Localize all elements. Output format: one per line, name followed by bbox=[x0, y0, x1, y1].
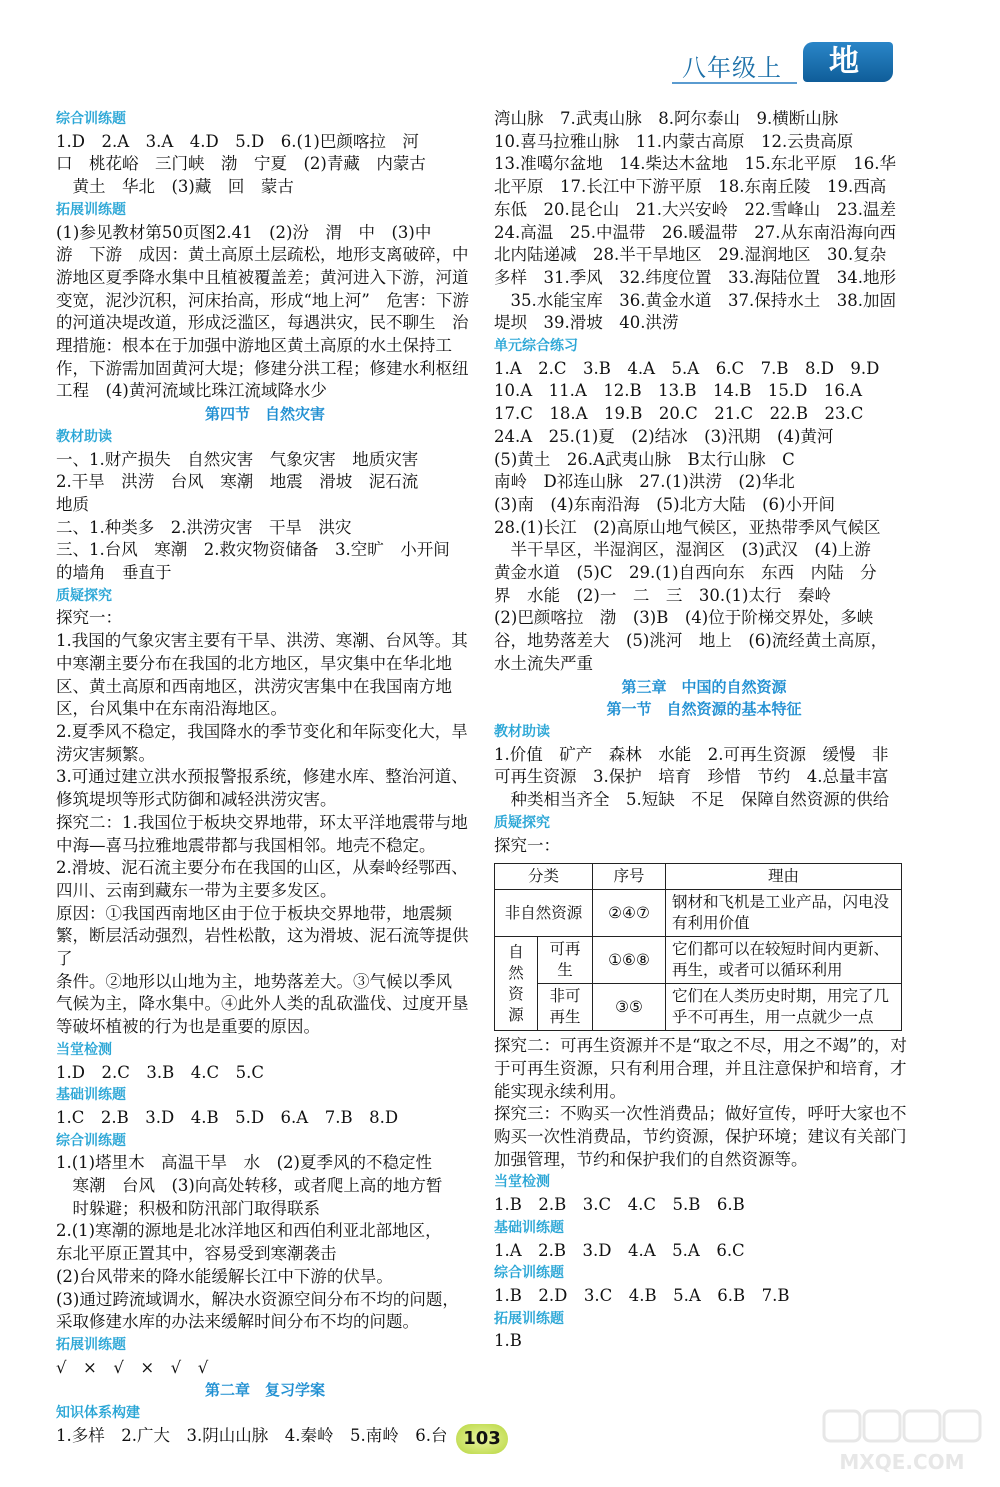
table-cell: ③⑤ bbox=[593, 984, 666, 1031]
answer-line: 界 水能 (2)一 二 三 30.(1)太行 秦岭 bbox=[494, 585, 831, 605]
answer-line: 多样 31.季风 32.纬度位置 33.海陆位置 34.地形 bbox=[494, 267, 896, 287]
answer-line: 修筑堤坝等形式防御和减轻洪涝灾害。 bbox=[56, 790, 337, 810]
answer-line: 游 下游 成因：黄土高原土层疏松，地形支离破碎，中 bbox=[56, 245, 469, 265]
section-title: 第二章 复习学案 bbox=[204, 1381, 325, 1400]
section-label: 质疑探究 bbox=[494, 814, 550, 831]
section-label: 知识体系构建 bbox=[56, 1405, 140, 1422]
section-label: 拓展训练题 bbox=[494, 1310, 564, 1327]
left-column bbox=[56, 108, 474, 1447]
answer-line: 黄金水道 (5)C 29.(1)自西向东 东西 内陆 分 bbox=[494, 563, 877, 583]
answer-line: 繁，断层活动强烈，岩性松散，这为滑坡、泥石流等提供了 bbox=[56, 926, 469, 969]
answer-line: 能实现永续利用。 bbox=[494, 1081, 626, 1101]
answer-line: 种类相当齐全 5.短缺 不足 保障自然资源的供给 bbox=[494, 790, 890, 810]
answer-line: 2.(1)寒潮的源地是北冰洋地区和西伯利亚北部地区， bbox=[56, 1221, 442, 1241]
answer-line: 2.滑坡、泥石流主要分布在我国的山区，从秦岭经鄂西、 bbox=[56, 858, 468, 878]
section-label: 教材助读 bbox=[494, 723, 550, 740]
section-title: 第四节 自然灾害 bbox=[204, 405, 325, 424]
table-row bbox=[495, 937, 902, 984]
answer-line: 2.夏季风不稳定，我国降水的季节变化和年际变化大，旱 bbox=[56, 721, 468, 741]
answer-line: 气候为主，降水集中。④此外人类的乱砍滥伐、过度开垦 bbox=[56, 994, 469, 1014]
answer-line: 采取修建水库的办法来缓解时间分布不均的问题。 bbox=[56, 1312, 419, 1332]
answer-line: 口 桃花峪 三门峡 渤 宁夏 (2)青藏 内蒙古 bbox=[56, 154, 426, 174]
answer-line: 条件。②地形以山地为主，地势落差大。③气候以季风 bbox=[56, 971, 452, 991]
right-column bbox=[494, 108, 914, 1353]
answer-line: 于可再生资源，只有利用合理，并且注意保护和培育，才 bbox=[494, 1058, 907, 1078]
answer-line: 1.B 2.D 3.C 4.B 5.A 6.B 7.B bbox=[494, 1285, 790, 1305]
answer-line: 1.B bbox=[494, 1331, 522, 1351]
answer-line: 探究一： bbox=[494, 835, 560, 855]
answer-line: 1.A 2.B 3.D 4.A 5.A 6.C bbox=[494, 1240, 745, 1260]
right-column-bottom bbox=[494, 1035, 914, 1353]
answer-line: 游地区夏季降水集中且植被覆盖差；黄河进入下游，河道 bbox=[56, 267, 469, 287]
table-row bbox=[495, 984, 902, 1031]
answer-line: 28.(1)长江 (2)高原山地气候区，亚热带季风气候区 bbox=[494, 517, 881, 537]
answer-line: 的河道决堤改道，形成泛滥区，每遇洪灾，民不聊生 治 bbox=[56, 313, 469, 333]
table-header-cell: 分类 bbox=[495, 864, 593, 890]
answer-line: (2)巴颜喀拉 渤 (3)B (4)位于阶梯交界处，多峡 bbox=[494, 608, 874, 628]
answer-line: 1.价值 矿产 森林 水能 2.可再生资源 缓慢 非 bbox=[494, 744, 889, 764]
answer-line: 时躲避；积极和防汛部门取得联系 bbox=[56, 1198, 320, 1218]
table-cell: 可再生 bbox=[538, 937, 593, 984]
answer-line: 的墙角 垂直于 bbox=[56, 563, 172, 583]
section-label: 基础训练题 bbox=[494, 1219, 564, 1236]
table-cell: 自然资源 bbox=[495, 937, 538, 1031]
section-label: 基础训练题 bbox=[56, 1087, 126, 1104]
section-label: 拓展训练题 bbox=[56, 1336, 126, 1353]
answer-line: 三、1.台风 寒潮 2.救灾物资储备 3.空旷 小开间 bbox=[56, 540, 450, 560]
table-cell: 它们在人类历史时期，用完了几乎不可再生，用一点就少一点 bbox=[666, 984, 902, 1031]
answer-line: (1)参见教材第50页图2.41 (2)汾 渭 中 (3)中 bbox=[56, 222, 432, 242]
answer-line: 东北平原正置其中，容易受到寒潮袭击 bbox=[56, 1244, 337, 1264]
answer-line: 南岭 D祁连山脉 27.(1)洪涝 (2)华北 bbox=[494, 472, 795, 492]
answer-line: √ × √ × √ √ bbox=[56, 1357, 209, 1377]
answer-line: 中海—喜马拉雅地震带都与我国相邻。地壳不稳定。 bbox=[56, 835, 436, 855]
answer-line: 区、黄土高原和西南地区，洪涝灾害集中在我国南方地 bbox=[56, 676, 452, 696]
section-label: 综合训练题 bbox=[56, 111, 126, 127]
table-row bbox=[495, 890, 902, 937]
table-cell: ②④⑦ bbox=[593, 890, 666, 937]
answer-line: 购买一次性消费品，节约资源，保护环境；建议有关部门 bbox=[494, 1127, 907, 1147]
answer-line: 1.D 2.C 3.B 4.C 5.C bbox=[56, 1062, 264, 1082]
table-cell: 非自然资源 bbox=[495, 890, 593, 937]
answer-line: 堤坝 39.滑坡 40.洪涝 bbox=[494, 313, 679, 333]
answer-line: (2)台风带来的降水能缓解长江中下游的伏旱。 bbox=[56, 1266, 393, 1286]
answer-line: 1.多样 2.广大 3.阴山山脉 4.秦岭 5.南岭 6.台 bbox=[56, 1425, 448, 1445]
section-title: 第一节 自然资源的基本特征 bbox=[606, 700, 802, 719]
answer-line: 1.(1)塔里木 高温干旱 水 (2)夏季风的不稳定性 bbox=[56, 1153, 432, 1173]
answer-line: 工程 (4)黄河流域比珠江流域降水少 bbox=[56, 381, 327, 401]
answer-line: 35.水能宝库 36.黄金水道 37.保持水土 38.加固 bbox=[494, 290, 896, 310]
table-header-cell: 理由 bbox=[666, 864, 902, 890]
section-label: 综合训练题 bbox=[56, 1132, 126, 1149]
right-column-top bbox=[494, 108, 914, 857]
header-rule bbox=[672, 82, 797, 84]
watermark-logo bbox=[818, 1405, 986, 1477]
answer-line: 北平原 17.长江中下游平原 18.东南丘陵 19.西高 bbox=[494, 177, 887, 197]
section-label: 当堂检测 bbox=[494, 1174, 550, 1191]
answer-line: 北内陆递减 28.半干旱地区 29.湿润地区 30.复杂 bbox=[494, 245, 887, 265]
answer-line: 原因：①我国西南地区由于位于板块交界地带，地震频 bbox=[56, 903, 452, 923]
table-cell: ①⑥⑧ bbox=[593, 937, 666, 984]
answer-line: 探究一： bbox=[56, 608, 122, 628]
answer-line: 半干旱区，半湿润区，湿润区 (3)武汉 (4)上游 bbox=[494, 540, 871, 560]
answer-line: (3)通过跨流域调水，解决水资源空间分布不均的问题， bbox=[56, 1289, 459, 1309]
grade-label: 八年级上 bbox=[682, 54, 782, 82]
answer-line: 地质 bbox=[56, 494, 89, 514]
table-cell: 钢材和飞机是工业产品，闪电没有利用价值 bbox=[666, 890, 902, 937]
answer-line: 探究三：不购买一次性消费品；做好宣传，呼吁大家也不 bbox=[494, 1104, 907, 1124]
section-label: 质疑探究 bbox=[56, 587, 112, 604]
answer-line: 谷，地势落差大 (5)洮河 地上 (6)流经黄土高原， bbox=[494, 631, 888, 651]
answer-line: 24.A 25.(1)夏 (2)结冰 (3)汛期 (4)黄河 bbox=[494, 426, 834, 446]
answer-line: 24.高温 25.中温带 26.暖温带 27.从东南沿海向西 bbox=[494, 222, 896, 242]
answer-line: 水土流失严重 bbox=[494, 653, 593, 673]
table-cell: 它们都可以在较短时间内更新、再生，或者可以循环利用 bbox=[666, 937, 902, 984]
answer-line: 2.干旱 洪涝 台风 寒潮 地震 滑坡 泥石流 bbox=[56, 472, 419, 492]
answer-line: 1.我国的气象灾害主要有干旱、洪涝、寒潮、台风等。其 bbox=[56, 631, 468, 651]
answer-line: 区，台风集中在东南沿海地区。 bbox=[56, 699, 287, 719]
answer-line: 二、1.种类多 2.洪涝灾害 干旱 洪灾 bbox=[56, 517, 352, 537]
answer-line: 可再生资源 3.保护 培育 珍惜 节约 4.总量丰富 bbox=[494, 767, 889, 787]
answer-line: 1.B 2.B 3.C 4.C 5.B 6.B bbox=[494, 1195, 745, 1215]
answer-line: 一、1.财产损失 自然灾害 气象灾害 地质灾害 bbox=[56, 449, 419, 469]
answer-line: 等破坏植被的行为也是重要的原因。 bbox=[56, 1017, 320, 1037]
answer-line: 理措施：根本在于加强中游地区黄土高原的水土保持工 bbox=[56, 336, 452, 356]
answer-line: 湾山脉 7.武夷山脉 8.阿尔泰山 9.横断山脉 bbox=[494, 109, 839, 128]
section-label: 综合训练题 bbox=[494, 1265, 564, 1282]
answer-line: 10.A 11.A 12.B 13.B 14.B 15.D 16.A bbox=[494, 381, 863, 401]
table-header-cell: 序号 bbox=[593, 864, 666, 890]
table-cell: 非可再生 bbox=[538, 984, 593, 1031]
section-label: 单元综合练习 bbox=[494, 338, 578, 355]
answer-line: 寒潮 台风 (3)向高处转移，或者爬上高的地方暂 bbox=[56, 1176, 443, 1196]
svg-text:MXQE.COM: MXQE.COM bbox=[839, 1450, 965, 1474]
answer-line: 东低 20.昆仑山 21.大兴安岭 22.雪峰山 23.温差 bbox=[494, 199, 896, 219]
answer-line: 探究二：1.我国位于板块交界地带，环太平洋地震带与地 bbox=[56, 812, 468, 832]
answer-line: 加强管理，节约和保护我们的自然资源等。 bbox=[494, 1149, 808, 1169]
answer-line: (5)黄土 26.A武夷山脉 B太行山脉 C bbox=[494, 449, 795, 469]
answer-line: 四川、云南到藏东一带为主要多发区。 bbox=[56, 880, 337, 900]
resource-classification-table bbox=[494, 863, 902, 1031]
answer-line: 17.C 18.A 19.B 20.C 21.C 22.B 23.C bbox=[494, 404, 864, 424]
section-title: 第三章 中国的自然资源 bbox=[621, 677, 787, 696]
answer-line: 黄土 华北 (3)藏 回 蒙古 bbox=[56, 177, 294, 197]
section-label: 教材助读 bbox=[56, 428, 112, 445]
answer-line: (3)南 (4)东南沿海 (5)北方大陆 (6)小开间 bbox=[494, 494, 835, 514]
subject-badge: 地 理 bbox=[803, 42, 893, 82]
answer-line: 1.A 2.C 3.B 4.A 5.A 6.C 7.B 8.D 9.D bbox=[494, 358, 880, 378]
answer-line: 1.C 2.B 3.D 4.B 5.D 6.A 7.B 8.D bbox=[56, 1107, 399, 1127]
answer-line: 探究二：可再生资源并不是“取之不尽，用之不竭”的，对 bbox=[494, 1036, 907, 1056]
answer-line: 作，下游需加固黄河大堤；修建分洪工程；修建水利枢纽 bbox=[56, 358, 469, 378]
page-number: 103 bbox=[456, 1424, 508, 1454]
answer-line: 中寒潮主要分布在我国的北方地区，旱灾集中在华北地 bbox=[56, 653, 452, 673]
answer-line: 13.准噶尔盆地 14.柴达木盆地 15.东北平原 16.华 bbox=[494, 154, 896, 174]
answer-line: 变宽，泥沙沉积，河床抬高，形成“地上河” 危害：下游 bbox=[56, 290, 469, 310]
section-label: 拓展训练题 bbox=[56, 201, 126, 218]
answer-line: 涝灾害频繁。 bbox=[56, 744, 155, 764]
answer-line: 10.喜马拉雅山脉 11.内蒙古高原 12.云贵高原 bbox=[494, 131, 854, 151]
answer-line: 1.D 2.A 3.A 4.D 5.D 6.(1)巴颜喀拉 河 bbox=[56, 131, 419, 151]
table-header-row bbox=[495, 864, 902, 890]
section-label: 当堂检测 bbox=[56, 1041, 112, 1058]
answer-line: 3.可通过建立洪水预报警报系统，修建水库、整治河道、 bbox=[56, 767, 468, 787]
